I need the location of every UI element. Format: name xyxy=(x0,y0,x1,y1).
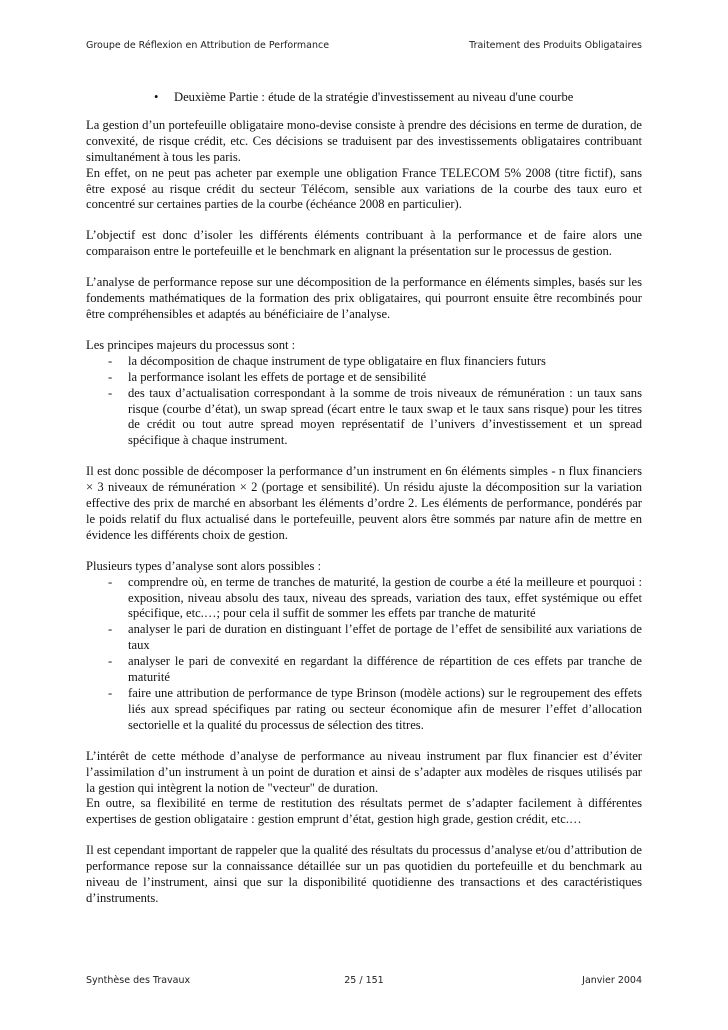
list-item-text: analyser le pari de convexité en regardant la différence de répartition de ces effets par tranche de maturité xyxy=(128,654,642,685)
principles-list xyxy=(86,354,642,449)
dash-marker: - xyxy=(108,622,113,637)
list-item-text: faire une attribution de performance de type Brinson (modèle actions) sur le regroupement des effets liés aux spread spécifiques par rating ou secteur économique afin de mesurer l’effet d’allocation sectorielle et la qualité du processus de sélection des titres. xyxy=(128,686,642,732)
list-item-text: analyser le pari de duration en distinguant l’effet de portage de l’effet de sensibilité aux variations de taux xyxy=(128,622,642,653)
list-item xyxy=(86,354,642,370)
paragraph: En outre, sa flexibilité en terme de restitution des résultats permet de s’adapter facilement à différentes expertises de gestion obligataire : gestion emprunt d’état, gestion high grade, gestion crédit, etc.… xyxy=(86,796,642,827)
paragraph: La gestion d’un portefeuille obligataire mono-devise consiste à prendre des décisions en terme de duration, de convexité, de risque crédit, etc. Ces décisions se traduisent par des investissements obligataires contribuant simultanément à tous les paris. xyxy=(86,117,642,164)
list-item-text: la performance isolant les effets de portage et de sensibilité xyxy=(128,369,427,384)
list-intro: Les principes majeurs du processus sont : xyxy=(86,337,296,352)
bullet-icon: • xyxy=(154,90,159,104)
list-item xyxy=(86,575,642,623)
paragraph: En effet, on ne peut pas acheter par exemple une obligation France TELECOM 5% 2008 (titre fictif), sans être exposé au risque crédit du secteur Télécom, sensible aux variations de la courbe des taux euro et concentré sur certaines parties de la courbe (échéance 2008 en particulier). xyxy=(86,165,642,212)
list-item-text: la décomposition de chaque instrument de type obligataire en flux financiers futurs xyxy=(128,353,546,368)
dash-marker: - xyxy=(108,353,113,368)
paragraph: L’objectif est donc d’isoler les différents éléments contribuant à la performance et de faire alors une comparaison entre le portefeuille et le benchmark en alignant la présentation sur le processus de gestion. xyxy=(86,228,642,259)
paragraph: L’intérêt de cette méthode d’analyse de performance au niveau instrument par flux financier est d’éviter l’assimilation d’un instrument à un point de duration et ainsi de s’adapter aux modèles de risques utilisés par la gestion qui intègrent la notion de "vecteur" de duration. xyxy=(86,748,642,795)
page-number: 25 / 151 xyxy=(344,975,384,986)
footer-left: Synthèse des Travaux xyxy=(86,975,191,986)
list-intro: Plusieurs types d’analyse sont alors possibles : xyxy=(86,558,322,573)
paragraph: Il est cependant important de rappeler que la qualité des résultats du processus d’analyse et/ou d’attribution de performance repose sur la connaissance détaillée sur un pas quotidien du portefeuille et du benchmark au niveau de l’instrument, ainsi que sur la disponibilité quotidienne des transactions et des caractéristiques d’instruments. xyxy=(86,843,642,905)
list-item xyxy=(86,370,642,386)
list-item-text: des taux d’actualisation correspondant à la somme de trois niveaux de rémunération : un taux sans risque (courbe d’état), un swap spread (écart entre le taux swap et le taux sans risque) pour les titres de crédit ou tout autre spread moyen représentatif de l’univers d’investissement et un spread spécifique à chaque instrument. xyxy=(128,385,642,448)
header-right: Traitement des Produits Obligataires xyxy=(469,40,642,51)
list-item-text: comprendre où, en terme de tranches de maturité, la gestion de courbe a été la meilleure et pourquoi : exposition, niveau absolu des taux, niveau des spreads, variation des taux, effet systémique ou effet spécifique, etc.…; pour cela il suffit de sommer les effets par tranche de maturité xyxy=(128,574,642,621)
list-item xyxy=(86,686,642,734)
list-item xyxy=(86,654,642,686)
paragraph: L’analyse de performance repose sur une décomposition de la performance en éléments simples, basés sur les fondements mathématiques de la formation des prix obligataires, qui pourront ensuite être recombinés pour être compréhensibles et adaptés au bénéficiaire de l’analyse. xyxy=(86,275,642,321)
dash-marker: - xyxy=(108,686,113,700)
analysis-types-list xyxy=(86,575,642,734)
section-heading xyxy=(86,90,642,106)
dash-marker: - xyxy=(108,574,113,589)
document-body xyxy=(86,90,642,922)
footer-date: Janvier 2004 xyxy=(582,975,642,986)
list-item xyxy=(86,622,642,654)
header-left: Groupe de Réflexion en Attribution de Performance xyxy=(86,40,330,51)
list-item xyxy=(86,386,642,450)
section-title: Deuxième Partie : étude de la stratégie d'investissement au niveau d'une courbe xyxy=(174,90,574,104)
dash-marker: - xyxy=(108,369,113,384)
dash-marker: - xyxy=(108,654,113,669)
dash-marker: - xyxy=(108,385,113,400)
paragraph: Il est donc possible de décomposer la performance d’un instrument en 6n éléments simples - n flux financiers × 3 niveaux de rémunération × 2 (portage et sensibilité). Un résidu ajuste la décomposition sur la variation effective des prix de marché en absorbant les éléments d’ordre 2. Les éléments de performance, pondérés par le poids relatif du flux actualisé dans le portefeuille, peuvent alors être sommés par nature afin de mettre en évidence les différents choix de gestion. xyxy=(86,464,642,542)
